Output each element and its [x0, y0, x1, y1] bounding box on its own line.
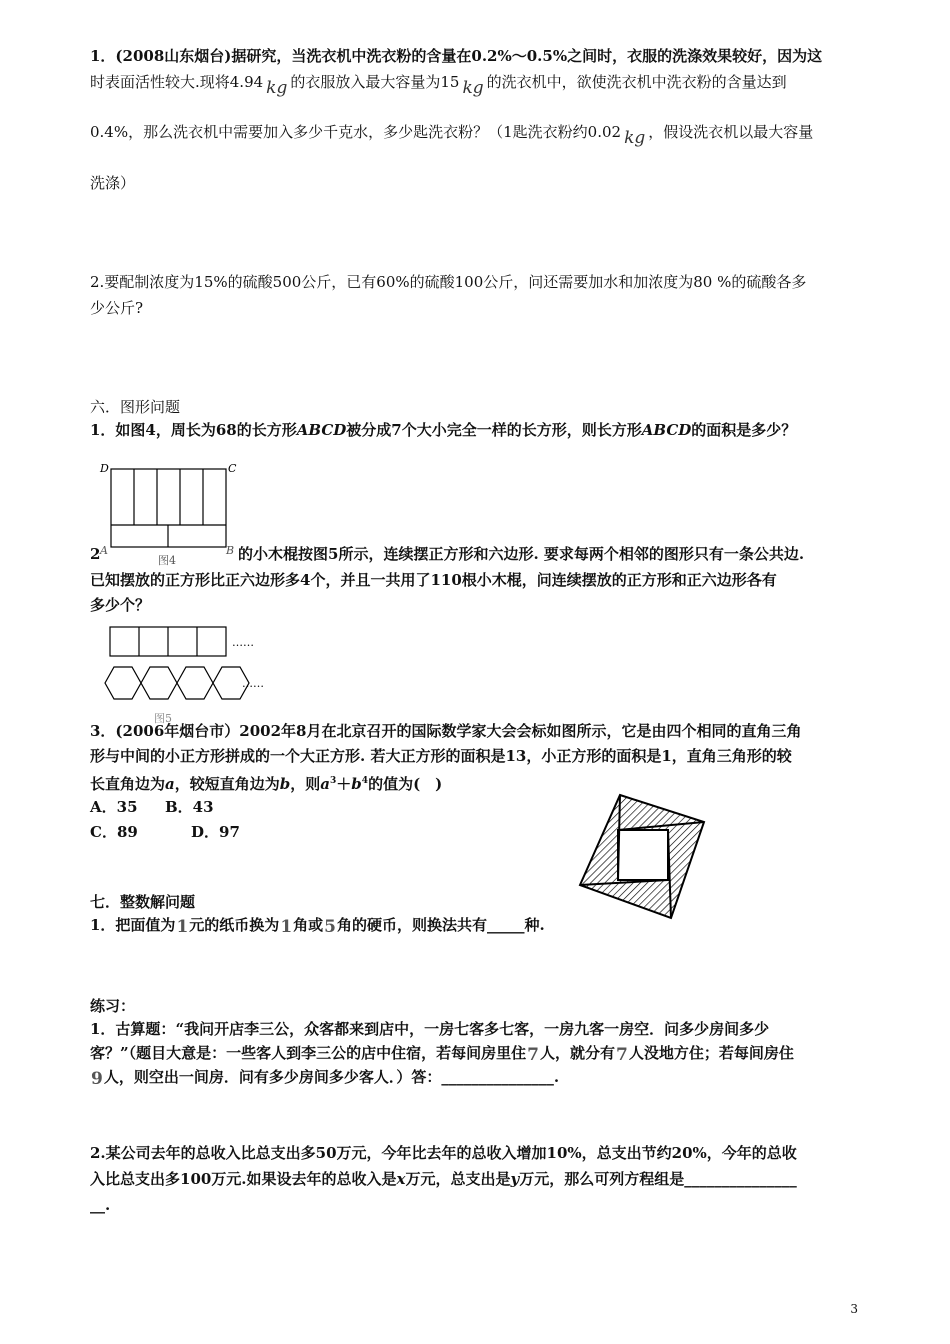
sec6-q1 [90, 419, 796, 441]
unit-kg: kg [624, 128, 646, 148]
number: 9 [91, 1069, 103, 1089]
sec6-q2-line1: 的小木棍按图5所示，连续摆正方形和六边形. 要求每两个相邻的图形只有一条公共边. [238, 545, 805, 563]
unit-kg: kg [462, 78, 484, 98]
practice-q2-line3: __. [90, 1196, 111, 1214]
sec6-q3-line2: 形与中间的小正方形拼成的一个大正方形. 若大正方形的面积是13，小正方形的面积是1，直角三角形的较 [90, 747, 792, 765]
number: 1 [280, 917, 293, 937]
practice-text: 万元，那么可列方程组是_______________ [519, 1170, 797, 1188]
var-a: a [320, 775, 331, 793]
sec7-q1-text: 1．把面值为 [90, 916, 176, 934]
p1-text: 0.4%，那么洗衣机中需要加入多少千克水，多少匙洗衣粉？（1匙洗衣粉约0.02 [90, 123, 622, 141]
practice-q1-line3 [90, 1066, 559, 1088]
p1-line1: 1．(2008山东烟台)据研究，当洗衣机中洗衣粉的含量在0.2%～0.5%之间时，衣服的洗涤效果较好，因为这 [90, 47, 823, 65]
sec7-q1-text: 元的纸币换为 [189, 916, 280, 934]
label-A: A [100, 544, 108, 557]
figure-5 [92, 622, 282, 726]
practice-text: 人，则空出一间房．问有多少房间多少客人．）答：_______________. [103, 1068, 560, 1086]
sec7-q1-text: 角的硬币，则换法共有_____种. [337, 916, 545, 934]
number: 1 [176, 917, 189, 937]
number: 5 [324, 917, 337, 937]
dots-1: …… [232, 636, 254, 649]
p2-line1: 2.要配制浓度为15%的硫酸500公斤，已有60%的硫酸100公斤，问还需要加水和加浓度为80 %的硫酸各多 [90, 273, 807, 291]
practice-q1-line2 [90, 1042, 794, 1064]
sec6-q1-text: 被分成7个大小完全一样的长方形，则长方形 [346, 421, 642, 439]
p1-text: ，假设洗衣机以最大容量 [648, 123, 814, 141]
practice-q1-line1: 1．古算题：“我问开店李三公，众客都来到店中，一房七客多七客，一房九客一房空．问多少房间多少 [90, 1020, 770, 1038]
number: 7 [616, 1045, 628, 1065]
p1-line3 [90, 121, 814, 148]
figure-4-caption: 图4 [158, 554, 176, 567]
p1-text: 的洗衣机中，欲使洗衣机中洗衣粉的含量达到 [486, 73, 787, 91]
exponent: 3 [330, 776, 337, 786]
var-b: b [351, 775, 362, 793]
pinwheel-square-figure [570, 790, 718, 930]
practice-heading: 练习： [90, 997, 136, 1015]
var-b: b [279, 775, 291, 793]
abcd-label: ABCD [641, 421, 692, 439]
abcd-label: ABCD [296, 421, 347, 439]
sec6-q1-text: 的面积是多少？ [691, 421, 797, 439]
figure-4 [92, 458, 252, 570]
label-C: C [228, 462, 237, 475]
figure-5-caption: 图5 [154, 712, 172, 725]
plus-sign: ＋ [336, 775, 352, 793]
practice-text: 人没地方住；若每间房住 [628, 1044, 794, 1062]
p1-line2 [90, 71, 787, 98]
p1-text: 的衣服放入最大容量为15 [290, 73, 460, 91]
sec6-q3-line3 [90, 770, 442, 795]
var-a: a [165, 775, 175, 793]
unit-kg: kg [266, 78, 288, 98]
p2-line2: 少公斤? [90, 299, 144, 317]
practice-text: 人，就分有 [539, 1044, 615, 1062]
q3-text: ，则 [290, 775, 321, 793]
option-d: D．97 [191, 823, 240, 841]
practice-text: 入比总支出多100万元.如果设去年的总收入是 [90, 1170, 397, 1188]
page-number: 3 [850, 1302, 858, 1316]
sec7-q1 [90, 914, 545, 936]
var-x: x [396, 1170, 406, 1188]
option-c: C．89 [90, 823, 138, 841]
label-B: B [226, 544, 235, 557]
practice-q2-line2 [90, 1168, 797, 1190]
number: 7 [527, 1045, 539, 1065]
practice-text: 万元，总支出是 [405, 1170, 511, 1188]
p1-line4: 洗涤） [90, 174, 136, 192]
p1-text: 时表面活性较大.现将4.94 [90, 73, 264, 91]
var-y: y [510, 1170, 520, 1188]
dots-2: …… [242, 677, 264, 690]
sec6-q2-num: 2 [90, 545, 101, 563]
sec6-q3-line1: 3．(2006年烟台市）2002年8月在北京召开的国际数学家大会会标如图所示，它是由四个相同的直角三角 [90, 722, 802, 740]
exponent: 4 [361, 776, 369, 786]
section6-heading: 六．图形问题 [90, 398, 181, 416]
option-b: B．43 [165, 798, 214, 816]
q3-text: ，较短直角边为 [174, 775, 280, 793]
label-D: D [100, 462, 109, 475]
practice-q2-line1: 2.某公司去年的总收入比总支出多50万元，今年比去年的总收入增加10%，总支出节约20%，今年的总收 [90, 1144, 797, 1162]
option-a: A．35 [90, 798, 138, 816]
sec6-q2-line3: 多少个？ [90, 596, 151, 614]
q3-text: 长直角边为 [90, 775, 166, 793]
practice-text: 客？”（题目大意是：一些客人到李三公的店中住宿，若每间房里住 [90, 1044, 527, 1062]
sec6-q2-line2: 已知摆放的正方形比正六边形多4个，并且一共用了110根小木棍，问连续摆放的正方形和正六边形各有 [90, 571, 777, 589]
sec7-q1-text: 角或 [293, 916, 324, 934]
q3-text: 的值为( ) [368, 775, 443, 793]
sec6-q1-text: 1．如图4，周长为68的长方形 [90, 421, 297, 439]
section7-heading: 七．整数解问题 [90, 893, 196, 911]
